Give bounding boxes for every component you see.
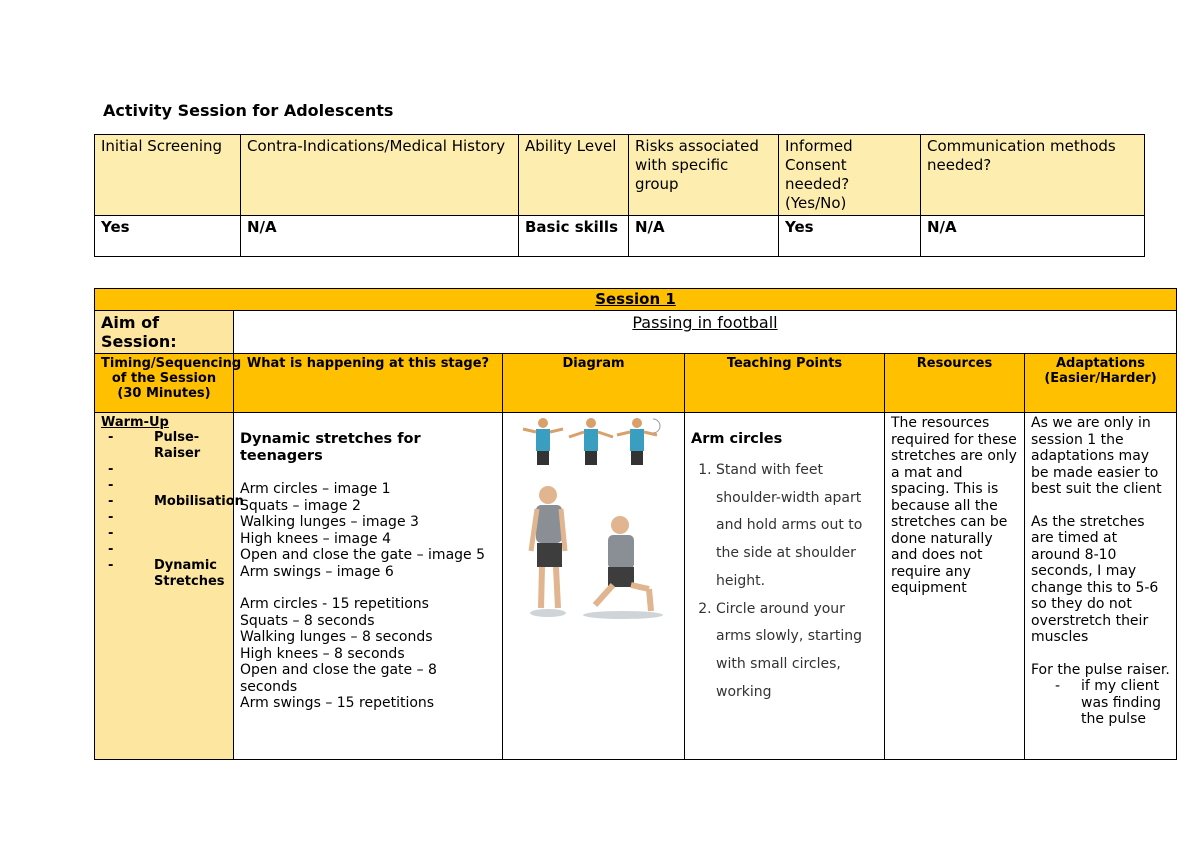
dash: - <box>1055 678 1061 694</box>
adaptation-subitem-text: if my client was finding the pulse <box>1081 678 1162 727</box>
column-header-row <box>95 354 1177 413</box>
header-communication: Communication methods needed? <box>921 135 1145 216</box>
value-initial-screening: Yes <box>95 216 241 257</box>
lunge-figures <box>530 486 663 619</box>
value-informed-consent: Yes <box>779 216 921 257</box>
header-contra-indications: Contra-Indications/Medical History <box>241 135 519 216</box>
teaching-step: 1. Stand with feet shoulder-width apart and hold arms out to the side at shoulder height. <box>716 457 878 596</box>
aim-value: Passing in football <box>234 311 1177 354</box>
value-risks: N/A <box>629 216 779 257</box>
warmup-item-label: Pulse-Raiser <box>154 430 201 461</box>
diagram-illustrations <box>503 413 683 743</box>
warmup-item <box>106 430 227 462</box>
value-ability-level: Basic skills <box>519 216 629 257</box>
dash: - <box>108 494 114 509</box>
header-initial-screening: Initial Screening <box>95 135 241 216</box>
session-plan-table <box>94 288 1177 760</box>
arm-circles-figures <box>523 418 660 465</box>
teaching-heading: Arm circles <box>691 431 783 447</box>
teaching-steps <box>691 457 878 706</box>
document-title: Activity Session for Adolescents <box>103 101 394 120</box>
session-title: Session 1 <box>95 289 1177 311</box>
header-informed-consent: Informed Consent needed? (Yes/No) <box>779 135 921 216</box>
diagram-cell <box>503 413 685 760</box>
dash: - <box>108 526 114 541</box>
dash: - <box>108 542 114 557</box>
what-cell <box>234 413 503 760</box>
warmup-item-label: Mobilisation <box>154 494 244 509</box>
session-title-row <box>95 289 1177 311</box>
exercise-item: High knees – image 4 <box>240 530 391 547</box>
exercise-timing-item: Squats – 8 seconds <box>240 612 375 629</box>
teaching-points-cell <box>685 413 885 760</box>
screening-value-row <box>95 216 1145 257</box>
warmup-item-label: Dynamic Stretches <box>154 558 225 589</box>
what-heading: Dynamic stretches for teenagers <box>240 431 421 464</box>
warmup-item <box>106 510 227 526</box>
col-what: What is happening at this stage? <box>234 354 503 413</box>
figure-1 <box>523 418 563 465</box>
warmup-item <box>106 542 227 558</box>
exercise-item: Arm circles – image 1 <box>240 481 391 497</box>
timing-cell <box>95 413 244 760</box>
adaptation-subitem <box>1031 678 1170 728</box>
exercise-item: Arm swings – image 6 <box>240 563 394 580</box>
warmup-item <box>106 526 227 542</box>
aim-row <box>95 311 1177 354</box>
dash: - <box>108 510 114 525</box>
value-contra-indications: N/A <box>241 216 519 257</box>
adaptation-paragraph: As the stretches are timed at around 8-10 seconds, I may change this to 5-6 so they do not overstretch their muscles <box>1031 513 1159 645</box>
exercise-list <box>240 481 496 580</box>
warmup-list <box>101 430 244 590</box>
exercise-item: Squats – image 2 <box>240 497 361 514</box>
col-diagram: Diagram <box>503 354 685 413</box>
teaching-step: 2. Circle around your arms slowly, starting with small circles, working <box>716 596 878 707</box>
warmup-item <box>106 494 244 510</box>
screening-header-row <box>95 135 1145 216</box>
aim-label: Aim of Session: <box>95 311 234 354</box>
col-teaching-points: Teaching Points <box>685 354 885 413</box>
adaptation-paragraph: As we are only in session 1 the adaptations may be made easier to best suit the client <box>1031 415 1162 497</box>
warmup-row <box>95 413 1177 760</box>
header-risks: Risks associated with specific group <box>629 135 779 216</box>
figure-3 <box>617 418 660 465</box>
warmup-item <box>106 478 227 494</box>
screening-table <box>94 134 1145 257</box>
resources-cell: The resources required for these stretches are only a mat and spacing. This is because all the stretches can be done naturally and does not require any equipment <box>885 413 1025 760</box>
warmup-item <box>106 462 227 478</box>
col-adaptations: Adaptations (Easier/Harder) <box>1025 354 1177 413</box>
adaptations-cell <box>1025 413 1177 760</box>
warmup-item <box>106 558 227 590</box>
dash: - <box>108 462 114 477</box>
exercise-item: Open and close the gate – image 5 <box>240 547 485 563</box>
exercise-item: Walking lunges – image 3 <box>240 514 419 530</box>
exercise-timing-item: High knees – 8 seconds <box>240 645 405 662</box>
header-ability-level: Ability Level <box>519 135 629 216</box>
col-timing: Timing/Sequencing of the Session (30 Minutes) <box>95 354 234 413</box>
exercise-timing-item: Walking lunges – 8 seconds <box>240 629 433 645</box>
dash: - <box>108 430 114 445</box>
figure-2 <box>569 418 613 465</box>
exercise-timing-item: Arm swings – 15 repetitions <box>240 695 435 711</box>
dash: - <box>108 478 114 493</box>
exercise-timing-item: Open and close the gate – 8 seconds <box>240 662 437 695</box>
exercise-timing-list <box>240 596 496 712</box>
warmup-title: Warm-Up <box>101 415 169 430</box>
adaptation-paragraph: For the pulse raiser. <box>1031 661 1170 678</box>
value-communication: N/A <box>921 216 1145 257</box>
col-resources: Resources <box>885 354 1025 413</box>
exercise-timing-item: Arm circles - 15 repetitions <box>240 596 429 612</box>
dash: - <box>108 558 114 573</box>
